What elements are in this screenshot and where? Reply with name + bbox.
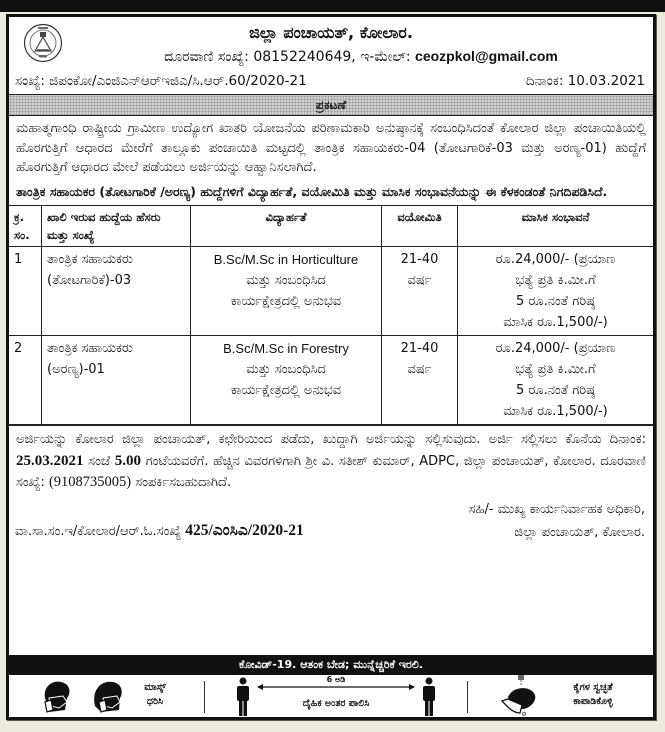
contact-phone: (9108735005) [48,474,132,490]
covid-guidelines [9,675,653,717]
hand-washing-icon [498,675,542,717]
last-date: 25.03.2021 [16,452,84,469]
covid-banner: ಕೋವಿಡ್-19. ಆತಂಕ ಬೇಡ; ಮುನ್ನೆಚ್ಚರಿಕೆ ಇರಲಿ. [9,655,653,675]
phone-label: ದೂರವಾಣಿ ಸಂಖ್ಯೆ: 08152240649, ಇ-ಮೇಲ್: [164,49,411,65]
notice-header [9,17,653,95]
subintro-paragraph: ತಾಂತ್ರಿಕ ಸಹಾಯಕರ (ತೋಟಗಾರಿಕೆ /ಅರಣ್ಯ) ಹುದ್ದೆಗಳಿಗೆ ವಿದ್ಯಾರ್ಹತೆ, ವಯೋಮಿತಿ ಮತ್ತು ಮಾಸಿಕ ಸಂಭಾವನೆಯನ್ನು ಈ ಕೆಳಕಂಡಂತೆ ನಿಗದಿಪಡಿಸಿದೆ. [16,183,608,199]
handwash-guideline [468,675,653,717]
application-paragraph: ಅರ್ಜಿಯನ್ನು ಕೋಲಾರ ಜಿಲ್ಲಾ ಪಂಚಾಯತ್, ಕಛೇರಿಯಿಂದ ಪಡೆದು, ಖುದ್ದಾಗಿ ಅರ್ಜಿಯನ್ನು ಸಲ್ಲಿಸುವುದು. ಅರ್ಜಿ ಸಲ್ಲಿಸಲು ಕೊನೆಯ ದಿನಾಂಕ: 25.03.2021 ಸಂಜೆ 5.00 ಗಂಟೆಯವರೆಗೆ. ಹೆಚ್ಚಿನ ವಿವರಗಳಿಗಾಗಿ ಶ್ರೀ ವಿ. ಸತೀಶ್ ಕುಮಾರ್, ADPC, ಜಿಲ್ಲಾ ಪಂಚಾಯತ್, ಕೋಲಾರ. ದೂರವಾಣಿ ಸಂಖ್ಯೆ: (9108735005) ಸಂಪರ್ಕಿಸಬಹುದಾಗಿದೆ. [9,425,653,494]
office-title: ಜಿಲ್ಲಾ ಪಂಚಾಯತ್, ಕೋಲಾರ. [249,23,413,42]
col-salary: ಮಾಸಿಕ ಸಂಭಾವನೆ [458,206,654,247]
table-header-row [9,206,653,247]
signature-block [9,494,653,548]
signatory-title: ಸಹಿ/- ಮುಖ್ಯ ಕಾರ್ಯನಿರ್ವಾಹಕ ಅಧಿಕಾರಿ, [468,501,645,517]
row-salary: ರೂ.24,000/- (ಪ್ರಯಾಣ ಭತ್ಯೆ ಪ್ರತಿ ಕಿ.ಮೀ.ಗೆ 5 ರೂ.ನಂತೆ ಗರಿಷ್ಠ ಮಾಸಿಕ ರೂ.1,500/-) [458,336,654,425]
col-age: ವಯೋಮಿತಿ [382,206,458,247]
table-row [9,336,653,425]
intro-paragraph: ಮಹಾತ್ಮಗಾಂಧಿ ರಾಷ್ಟ್ರೀಯ ಗ್ರಾಮೀಣ ಉದ್ಯೋಗ ಖಾತರಿ ಯೋಜನೆಯ ಪರಿಣಾಮಕಾರಿ ಅನುಷ್ಠಾನಕ್ಕೆ ಸಂಬಂಧಿಸಿದಂತೆ ಕೋಲಾರ ಜಿಲ್ಲಾ ಪಂಚಾಯಿತಿಯಲ್ಲಿ ಹೊರಗುತ್ತಿಗೆ ಆಧಾರದ ಮೇರೆಗೆ ತಾಲ್ಲೂಕು ಪಂಚಾಯಿತಿ ಮಟ್ಟದಲ್ಲಿ ತಾಂತ್ರಿಕ ಸಹಾಯಕರು-04 (ತೋಟಗಾರಿಕೆ-03 ಮತ್ತು ಅರಣ್ಯ-01) ಹುದ್ದೆಗೆ ಹೊರಗುತ್ತಿಗೆ ಆಧಾರದ ಮೇಲೆ ಪಡೆಯಲು ಅರ್ಜಿಯನ್ನು ಆಹ್ವಾನಿಸಲಾಗಿದೆ. [16,121,646,175]
contact-line [79,48,643,65]
notice-date: ದಿನಾಂಕ: 10.03.2021 [525,73,645,89]
row-qualification: B.Sc/M.Sc in Forestry ಮತ್ತು ಸಂಬಂಧಿಸಿದ ಕಾರ್ಯಕ್ಷೇತ್ರದಲ್ಲಿ ಅನುಭವ [191,336,382,425]
distance-guideline [205,675,467,717]
signatory-office: ಜಿಲ್ಲಾ ಪಂಚಾಯತ್, ಕೋಲಾರ. [514,524,645,540]
row-salary: ರೂ.24,000/- (ಪ್ರಯಾಣ ಭತ್ಯೆ ಪ್ರತಿ ಕಿ.ಮೀ.ಗೆ 5 ರೂ.ನಂತೆ ಗರಿಷ್ಠ ಮಾಸಿಕ ರೂ.1,500/-) [458,247,654,336]
distance-label: ದೈಹಿಕ ಅಂತರ ಪಾಲಿಸಿ [302,698,370,709]
vacancy-table [9,205,653,425]
row-sno: 2 [9,336,42,425]
person-left-icon [235,677,251,717]
announcement-banner: ಪ್ರಕಟಣೆ [9,95,653,116]
reference-number: ಸಂಖ್ಯೆ: ಜಿಪಂಕೋ/ಎಂಜಿಎನ್‌ಆರ್‌ಇಜಿಎ/ಸಿ.ಆರ್.60/2020-21 [15,73,307,89]
handwash-label: ಕೈಗಳ ಸ್ವಚ್ಛತೆ ಕಾಪಾಡಿಕೊಳ್ಳಿ [573,682,613,707]
mask-label: ಮಾಸ್ಕ್ ಧರಿಸಿ [144,682,166,707]
last-time: 5.00 [114,452,142,469]
col-post: ಖಾಲಿ ಇರುವ ಹುದ್ದೆಯ ಹೆಸರು ಮತ್ತು ಸಂಖ್ಯೆ [42,206,191,247]
distance-value: 6 ಅಡಿ [326,675,346,684]
col-qualification: ವಿದ್ಯಾರ್ಹತೆ [191,206,382,247]
masked-woman-icon [91,678,127,714]
row-post: ತಾಂತ್ರಿಕ ಸಹಾಯಕರು (ತೋಟಗಾರಿಕೆ)-03 [42,247,191,336]
newspaper-notice [6,14,656,720]
row-post: ತಾಂತ್ರಿಕ ಸಹಾಯಕರು (ಅರಣ್ಯ)-01 [42,336,191,425]
row-qualification: B.Sc/M.Sc in Horticulture ಮತ್ತು ಸಂಬಂಧಿಸಿದ ಕಾರ್ಯಕ್ಷೇತ್ರದಲ್ಲಿ ಅನುಭವ [191,247,382,336]
col-sno: ಕ್ರ. ಸಂ. [9,206,42,247]
person-right-icon [421,677,437,717]
mask-guideline [9,675,204,717]
dipr-reference: ವಾ.ಸಾ.ಸಂ.ಇ/ಕೋಲಾರ/ಆರ್.ಓ.ಸಂಖ್ಯೆ 425/ಎಂಸಿಎ/2020-21 [15,521,304,539]
row-sno: 1 [9,247,42,336]
top-dark-bar [0,0,665,12]
email-address: ceozpkol@gmail.com [415,48,558,64]
row-age: 21-40 ವರ್ಷ [382,247,458,336]
table-row [9,247,653,336]
row-age: 21-40 ವರ್ಷ [382,336,458,425]
masked-man-icon [39,678,75,714]
